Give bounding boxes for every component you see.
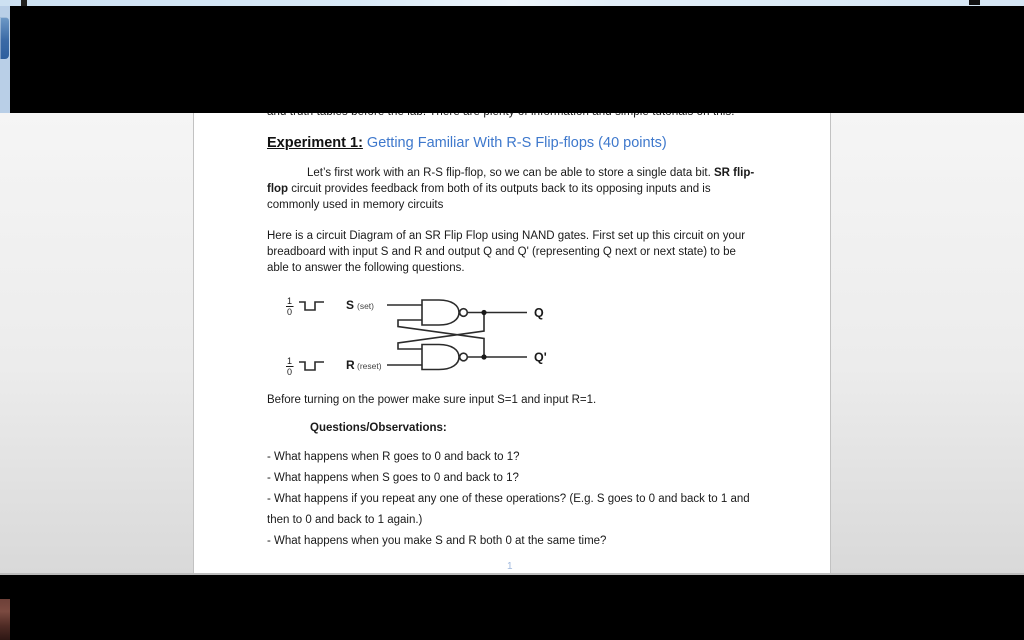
window-top-edge: [0, 0, 1024, 6]
circuit-svg: [284, 291, 566, 385]
nand-bottom-inverter-bubble: [460, 353, 468, 361]
questions-observations-header: Questions/Observations:: [310, 422, 447, 434]
document-page: [193, 113, 831, 573]
intro-text-2: circuit provides feedback from both of its outputs back to its opposing inputs and is commonly used in memory circuits: [267, 182, 711, 211]
q-feedback-wire: [398, 313, 484, 350]
page-number-mark: 1: [507, 561, 513, 572]
left-edge-blue-button[interactable]: [0, 17, 9, 59]
q-output-label: Q: [534, 306, 544, 320]
r-signal-annotation: (reset): [357, 361, 382, 371]
top-black-overlay: [0, 6, 1024, 113]
r-toggle-zero-label: 0: [287, 367, 293, 377]
s-signal-annotation: (set): [357, 301, 374, 311]
questions-list: [267, 447, 761, 552]
desktop-wallpaper-corner: [0, 599, 10, 640]
nand-gate-bottom: [422, 345, 459, 370]
experiment-heading-title: Getting Familiar With R-S Flip-flops (40 points): [362, 135, 667, 151]
question-item: - What happens if you repeat any one of these operations? (E.g. S goes to 0 and back to 1 and then to 0 and back to 1 again.): [267, 493, 750, 526]
bottom-black-overlay: [0, 575, 1024, 640]
experiment-heading: [267, 135, 667, 151]
s-toggle-zero-label: 0: [287, 307, 293, 317]
circuit-description-paragraph: Here is a circuit Diagram of an SR Flip Flop using NAND gates. First set up this circuit on your breadboard with input S and R and output Q and Q' (representing Q next or next state) to be able to answer the following questions.: [267, 230, 746, 274]
question-item: - What happens when R goes to 0 and back to 1?: [267, 451, 520, 463]
r-signal-label: R: [346, 358, 355, 372]
sr-flipflop-circuit-diagram: [284, 291, 566, 385]
intro-text-1: Let’s first work with an R-S flip-flop, so we can be able to store a single data bit.: [307, 167, 714, 179]
nand-top-inverter-bubble: [460, 309, 468, 317]
window-artifact-left: [21, 0, 27, 6]
window-artifact-right: [969, 0, 980, 5]
nand-gate-top: [422, 300, 459, 325]
s-signal-label: S: [346, 298, 355, 312]
q-junction-dot: [481, 310, 486, 315]
qprime-junction-dot: [481, 354, 486, 359]
s-toggle-one-label: 1: [287, 296, 293, 306]
question-item: - What happens when S goes to 0 and back to 1?: [267, 472, 519, 484]
question-item: - What happens when you make S and R both 0 at the same time?: [267, 535, 607, 547]
power-instruction: Before turning on the power make sure input S=1 and input R=1.: [267, 394, 597, 406]
r-pulse-waveform-icon: [299, 362, 324, 370]
experiment-heading-label: Experiment 1:: [267, 135, 363, 151]
r-toggle-one-label: 1: [287, 356, 293, 366]
s-pulse-waveform-icon: [299, 302, 324, 310]
intro-paragraph: [267, 166, 756, 213]
intro-text-bold: SR flip-flop: [267, 167, 755, 195]
qprime-output-label: Q': [534, 350, 547, 365]
